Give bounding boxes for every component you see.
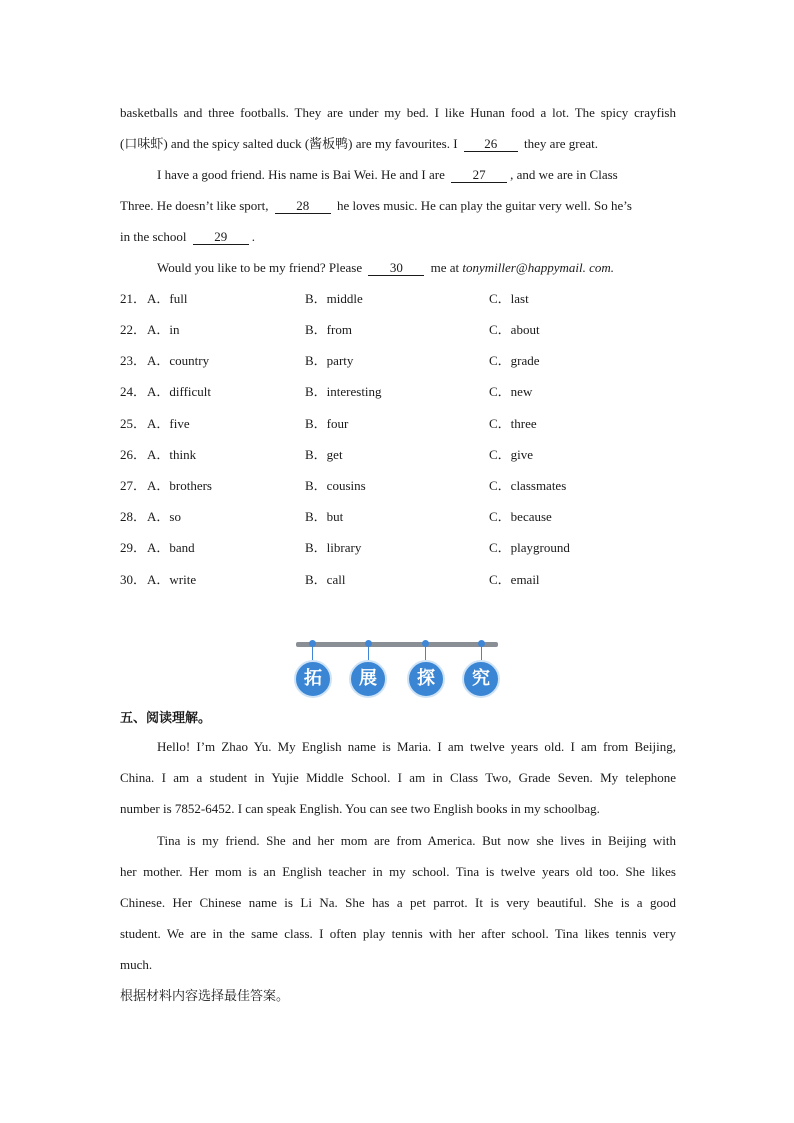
- option-c: C．three: [489, 416, 537, 431]
- option-a: A．full: [147, 291, 188, 306]
- option-a: A．five: [147, 416, 190, 431]
- question-row: [120, 570, 680, 590]
- option-b: B．interesting: [305, 384, 382, 399]
- question-row: [120, 538, 680, 558]
- option-a: A．band: [147, 540, 195, 555]
- option-b: B．library: [305, 540, 362, 555]
- passage-text: me at: [430, 260, 460, 275]
- question-row: [120, 445, 680, 465]
- question-number: 30．: [120, 572, 147, 587]
- option-a: A．write: [147, 572, 197, 587]
- option-b: B．get: [305, 447, 343, 462]
- option-c: C．give: [489, 447, 534, 462]
- option-b: B．party: [305, 353, 354, 368]
- option-c: C．about: [489, 322, 540, 337]
- passage-text: he loves music. He can play the guitar very well. So he’s: [337, 198, 632, 213]
- question-number: 23．: [120, 353, 147, 368]
- banner-stem: [481, 646, 482, 660]
- question-row: [120, 414, 680, 434]
- option-b: B．four: [305, 416, 349, 431]
- passage-line: [157, 165, 676, 185]
- option-a: A．so: [147, 509, 181, 524]
- passage-line: Hello! I’m Zhao Yu. My English name is Maria. I am twelve years old. I am from Beijing,: [157, 739, 676, 754]
- passage-text: in the school: [120, 229, 187, 244]
- banner-badge: 究: [462, 660, 500, 698]
- passage-line: [157, 258, 676, 278]
- section-heading: 五、阅读理解。: [120, 711, 212, 726]
- question-row: [120, 289, 680, 309]
- passage-line: Chinese. Her Chinese name is Li Na. She has a pet parrot. It is very beautiful. She is a good: [120, 895, 676, 910]
- option-c: C．playground: [489, 540, 570, 555]
- question-row: [120, 507, 680, 527]
- passage-line: [120, 227, 676, 247]
- option-b: B．cousins: [305, 478, 366, 493]
- passage-line: [120, 134, 676, 154]
- blank-26: 26: [464, 136, 518, 152]
- question-number: 27．: [120, 478, 147, 493]
- option-b: B．call: [305, 572, 346, 587]
- banner-badge: 拓: [294, 660, 332, 698]
- question-row: [120, 476, 680, 496]
- banner-badge: 展: [349, 660, 387, 698]
- banner-stem: [368, 646, 369, 660]
- option-c: C．because: [489, 509, 552, 524]
- question-row: [120, 351, 680, 371]
- passage-line: much.: [120, 957, 153, 972]
- option-b: B．middle: [305, 291, 363, 306]
- banner-stem: [312, 646, 313, 660]
- option-a: A．in: [147, 322, 180, 337]
- blank-28: 28: [275, 198, 331, 214]
- passage-line: her mother. Her mom is an English teacher in my school. Tina is twelve years old too. She likes: [120, 864, 676, 879]
- passage-text: Would you like to be my friend? Please: [157, 260, 363, 275]
- email-address: tonymiller@happymail. com.: [462, 260, 615, 275]
- option-c: C．email: [489, 572, 540, 587]
- option-c: C．new: [489, 384, 533, 399]
- option-b: B．but: [305, 509, 344, 524]
- blank-27: 27: [451, 167, 507, 183]
- option-a: A．country: [147, 353, 210, 368]
- instruction-text: 根据材料内容选择最佳答案。: [120, 989, 290, 1004]
- banner-stem: [425, 646, 426, 660]
- question-number: 29．: [120, 540, 147, 555]
- passage-line: basketballs and three footballs. They are under my bed. I like Hunan food a lot. The spicy crayfish: [120, 105, 676, 120]
- question-number: 21．: [120, 291, 147, 306]
- option-a: A．difficult: [147, 384, 212, 399]
- passage-line: [120, 196, 676, 216]
- passage-line: student. We are in the same class. I often play tennis with her after school. Tina likes tennis very: [120, 926, 676, 941]
- passage-text: , and we are in Class: [510, 167, 618, 182]
- option-c: C．grade: [489, 353, 540, 368]
- banner-rail: [296, 642, 498, 647]
- extension-banner: [294, 640, 500, 702]
- passage-text: Three. He doesn’t like sport,: [120, 198, 269, 213]
- passage-text: (口味虾) and the spicy salted duck (酱板鸭) are my favourites. I: [120, 136, 458, 151]
- question-number: 22．: [120, 322, 147, 337]
- passage-text: I have a good friend. His name is Bai Wei. He and I are: [157, 167, 445, 182]
- question-row: [120, 382, 680, 402]
- option-a: A．brothers: [147, 478, 212, 493]
- passage-line: China. I am a student in Yujie Middle School. I am in Class Two, Grade Seven. My telephone: [120, 770, 676, 785]
- option-c: C．classmates: [489, 478, 567, 493]
- option-a: A．think: [147, 447, 197, 462]
- option-c: C．last: [489, 291, 529, 306]
- option-b: B．from: [305, 322, 352, 337]
- blank-29: 29: [193, 229, 249, 245]
- passage-text: they are great.: [524, 136, 599, 151]
- question-number: 28．: [120, 509, 147, 524]
- blank-30: 30: [368, 260, 424, 276]
- passage-line: number is 7852-6452. I can speak English. You can see two English books in my schoolbag.: [120, 801, 600, 816]
- question-row: [120, 320, 680, 340]
- passage-line: Tina is my friend. She and her mom are from America. But now she lives in Beijing with: [157, 833, 676, 848]
- question-number: 25．: [120, 416, 147, 431]
- passage-text: .: [251, 229, 255, 244]
- banner-badge: 探: [407, 660, 445, 698]
- question-number: 24．: [120, 384, 147, 399]
- question-number: 26．: [120, 447, 147, 462]
